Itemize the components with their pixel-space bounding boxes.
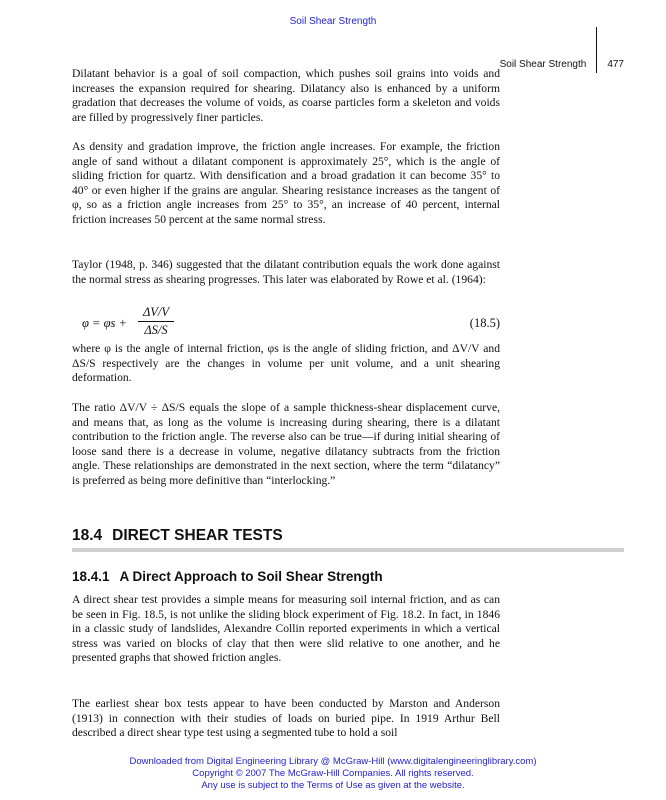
section-heading — [72, 527, 283, 545]
subsection-number: 18.4.1 — [72, 569, 110, 584]
equation-denominator: ΔS/S — [144, 323, 168, 337]
paragraph-text: The ratio ΔV/V ÷ ΔS/S equals the slope of a sample thickness-shear displacement curve, and means that, as long as the volume is increasing during shearing, there is a dilatant contribution to the friction angle. The reverse also can be true—if during initial shearing of loose sand there is a decrease in volume, negative dilatancy subtracts from the friction angle. These relationships are demonstrated in the next section, where the term “dilatancy” is preferred as being more definitive than “interlocking.” — [72, 401, 500, 487]
paragraph-where — [72, 342, 500, 386]
paragraph-ratio — [72, 401, 500, 488]
subsection-heading — [72, 569, 383, 584]
paragraph-text: Taylor (1948, p. 346) suggested that the dilatant contribution equals the work done against the normal stress as shearing progresses. This later was elaborated by Rowe et al. (1964): — [72, 258, 500, 286]
paragraph-earliest-tests — [72, 697, 500, 741]
section-title: DIRECT SHEAR TESTS — [112, 527, 283, 544]
equation-numerator: ΔV/V — [138, 305, 174, 322]
equation-number: (18.5) — [469, 316, 500, 330]
paragraph-text: The earliest shear box tests appear to have been conducted by Marston and Anderson (1913) in connection with their studies of loads on buried pipe. In 1919 Arthur Bell described a direct shear type test using a segmented tube to hold a soil — [72, 697, 500, 739]
top-title-link[interactable]: Soil Shear Strength — [289, 16, 377, 27]
footer-download-link[interactable]: Downloaded from Digital Engineering Library @ McGraw-Hill (www.digitalengineeringlibrary.com) — [129, 756, 537, 767]
running-header — [500, 41, 624, 87]
equation-lhs: φ = φs + — [82, 316, 127, 330]
subsection-title: A Direct Approach to Soil Shear Strength — [119, 569, 383, 584]
paragraph-taylor — [72, 258, 500, 287]
paragraph-text: where φ is the angle of internal friction, φs is the angle of sliding friction, and ΔV/V and ΔS/S respectively are the changes in volume per unit volume, and a unit shearing deformation. — [72, 342, 500, 384]
download-footer — [0, 756, 666, 792]
page-number: 477 — [607, 58, 624, 70]
paragraph-dilatant-behavior — [72, 67, 500, 125]
header-divider — [596, 27, 597, 73]
paragraph-text: Dilatant behavior is a goal of soil compaction, which pushes soil grains into voids and increases the expansion required for shearing. Dilatancy also is enhanced by a uniform gradation that decreases the volume of voids, as coarse particles form a skeleton and voids are filled by progressively finer particles. — [72, 67, 500, 124]
section-rule — [72, 548, 624, 552]
footer-copyright: Copyright © 2007 The McGraw-Hill Companies. All rights reserved. — [192, 768, 474, 779]
equation-18-5 — [72, 305, 500, 343]
paragraph-direct-shear — [72, 593, 500, 666]
running-header-title: Soil Shear Strength — [499, 58, 587, 70]
paragraph-text: As density and gradation improve, the friction angle increases. For example, the friction angle of sand without a dilatant component is approximately 25°, which is the angle of sliding friction for quartz. With densification and a broad gradation it can become 35° to 40° or even higher if the grains are angular. Shearing resistance increases as the tangent of φ, so as a friction angle increases from 25° to 35°, an increase of 40 percent, internal friction increases 50 percent at the same normal stress. — [72, 140, 500, 226]
paragraph-density-gradation — [72, 140, 500, 227]
equation-fraction — [138, 305, 174, 338]
paragraph-text: A direct shear test provides a simple means for measuring soil internal friction, and as can be seen in Fig. 18.5, is not unlike the sliding block experiment of Fig. 18.2. In fact, in 1846 in a classic study of landslides, Alexandre Collin reported experiments in which a vertical stress was varied on blocks of clay that then were slid relative to one another, and he presented graphs that showed friction angles. — [72, 593, 500, 664]
footer-terms-link[interactable]: Any use is subject to the Terms of Use as given at the website. — [201, 780, 465, 791]
section-number: 18.4 — [72, 527, 103, 544]
